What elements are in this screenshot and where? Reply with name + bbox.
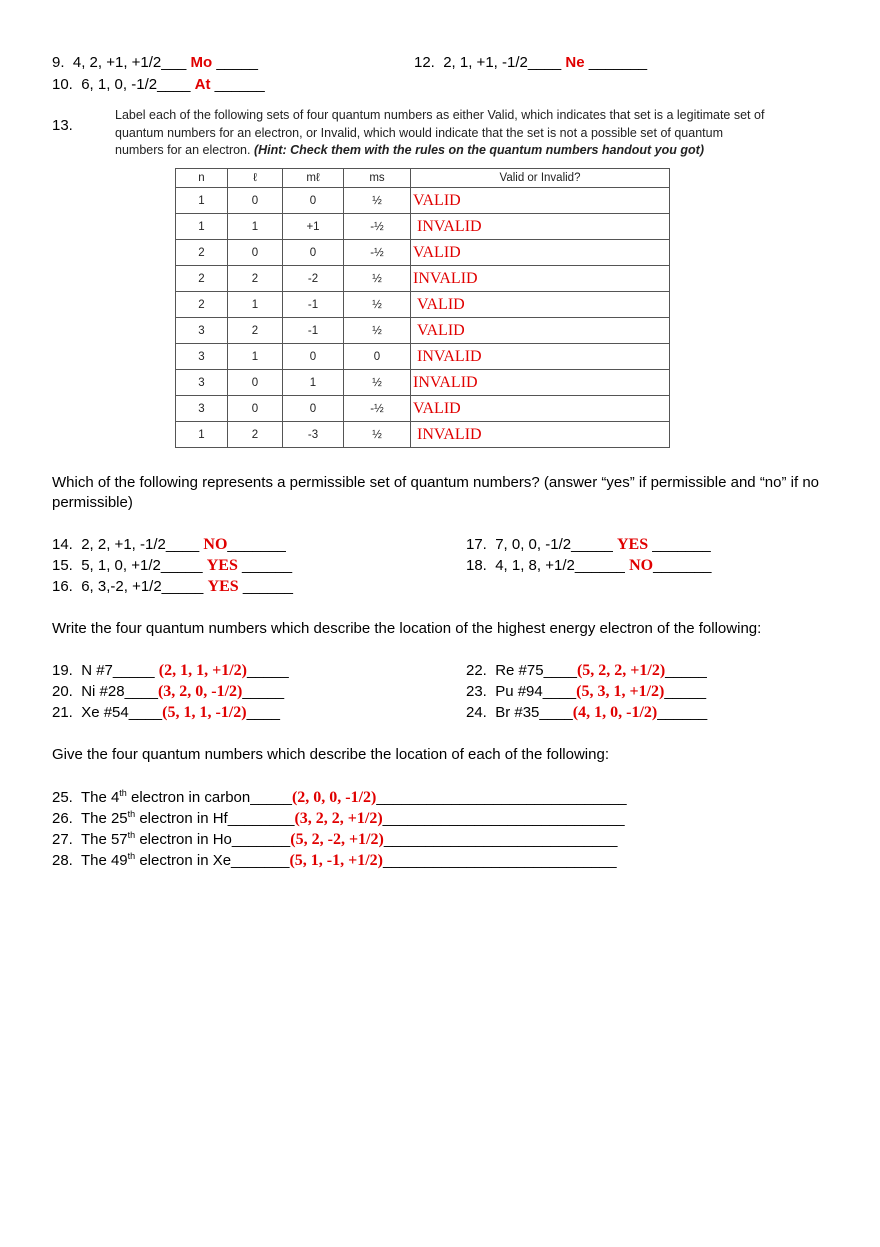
header-ml: mℓ: [283, 169, 344, 188]
header-valid: Valid or Invalid?: [411, 169, 670, 188]
quantum-numbers-table: [175, 168, 670, 448]
cell-l: 0: [228, 396, 283, 422]
question-set: Br #35____: [495, 704, 573, 721]
cell-ml: -1: [283, 318, 344, 344]
cell-l: 1: [228, 214, 283, 240]
question-number: 12.: [414, 54, 435, 71]
question-26: [52, 809, 625, 828]
question-number: 21.: [52, 704, 73, 721]
cell-ml: -2: [283, 266, 344, 292]
question-set: 7, 0, 0, -1/2_____: [495, 536, 613, 553]
answer-blank: _____: [664, 683, 707, 700]
answer: NO: [629, 557, 654, 574]
cell-n: 1: [176, 214, 228, 240]
question-set: 6, 3,-2, +1/2_____: [81, 578, 204, 595]
table-row: [176, 266, 670, 292]
cell-answer: VALID: [411, 292, 670, 318]
answer-blank: ____: [246, 704, 280, 721]
cell-ms: ½: [344, 188, 411, 214]
question-number: 15.: [52, 557, 73, 574]
answer-blank: _____: [247, 662, 289, 679]
cell-n: 2: [176, 292, 228, 318]
cell-ms: ½: [344, 266, 411, 292]
cell-l: 0: [228, 240, 283, 266]
question-set: 2, 2, +1, -1/2____: [81, 536, 200, 553]
cell-ml: 0: [283, 396, 344, 422]
question-text-pre: The 4: [80, 789, 120, 806]
question-24: [466, 704, 707, 722]
question-25: [52, 788, 627, 807]
answer: YES: [207, 578, 239, 595]
answer: (5, 2, -2, +1/2): [290, 831, 384, 848]
header-l: ℓ: [228, 169, 283, 188]
answer-blank: _____________________________: [382, 810, 625, 827]
cell-l: 2: [228, 318, 283, 344]
ordinal-suffix: th: [127, 851, 136, 861]
cell-ml: 0: [283, 344, 344, 370]
instruction-hint: (Hint: Check them with the rules on the quantum numbers handout you got): [253, 143, 704, 157]
answer: (5, 2, 2, +1/2): [576, 662, 666, 679]
answer-blank: ______: [242, 578, 293, 595]
table-row: [176, 396, 670, 422]
cell-n: 3: [176, 318, 228, 344]
question-15: [52, 557, 292, 575]
question-14: [52, 536, 286, 554]
question-21: [52, 704, 280, 722]
question-18: [466, 557, 711, 575]
table-row: [176, 214, 670, 240]
answer-blank: ____________________________: [383, 831, 618, 848]
question-number: 16.: [52, 578, 73, 595]
question-13-number: 13.: [52, 117, 73, 134]
answer: YES: [206, 557, 238, 574]
question-10: [52, 76, 265, 93]
question-set: 4, 1, 8, +1/2______: [495, 557, 625, 574]
question-28: [52, 851, 617, 870]
question-number: 25.: [52, 789, 73, 806]
question-number: 26.: [52, 810, 73, 827]
table-row: [176, 318, 670, 344]
cell-ms: -½: [344, 214, 411, 240]
cell-ml: -1: [283, 292, 344, 318]
answer: (5, 3, 1, +1/2): [576, 683, 665, 700]
question-number: 23.: [466, 683, 487, 700]
cell-ml: 0: [283, 188, 344, 214]
answer-blank: _____: [216, 54, 259, 71]
question-number: 27.: [52, 831, 73, 848]
cell-answer: INVALID: [411, 370, 670, 396]
ordinal-suffix: th: [127, 830, 136, 840]
question-20: [52, 683, 284, 701]
question-27: [52, 830, 617, 849]
answer-blank: ______: [214, 76, 265, 93]
answer: Mo: [190, 54, 213, 71]
question-text-post: electron in Hf________: [135, 810, 295, 827]
cell-answer: INVALID: [411, 344, 670, 370]
question-number: 24.: [466, 704, 487, 721]
answer-blank: ____________________________: [383, 852, 617, 869]
cell-n: 3: [176, 344, 228, 370]
question-number: 10.: [52, 76, 73, 93]
header-n: n: [176, 169, 228, 188]
question-12: [414, 54, 647, 71]
table-row: [176, 292, 670, 318]
question-text-pre: The 57: [80, 831, 128, 848]
table-header-row: [176, 169, 670, 188]
answer: (5, 1, 1, -1/2): [162, 704, 247, 721]
cell-answer: VALID: [411, 240, 670, 266]
question-number: 17.: [466, 536, 487, 553]
question-23: [466, 683, 706, 701]
cell-ml: +1: [283, 214, 344, 240]
answer: (3, 2, 2, +1/2): [294, 810, 383, 827]
cell-l: 2: [228, 422, 283, 448]
answer: (5, 1, -1, +1/2): [289, 852, 383, 869]
answer: YES: [616, 536, 649, 553]
question-number: 22.: [466, 662, 487, 679]
question-set: N #7_____: [81, 662, 155, 679]
cell-l: 0: [228, 370, 283, 396]
table-row: [176, 240, 670, 266]
cell-ms: ½: [344, 292, 411, 318]
answer-blank: ______________________________: [376, 789, 627, 806]
question-set: 2, 1, +1, -1/2____: [443, 54, 562, 71]
answer-blank: _____: [242, 683, 285, 700]
cell-n: 3: [176, 370, 228, 396]
cell-n: 2: [176, 266, 228, 292]
cell-answer: INVALID: [411, 266, 670, 292]
cell-ms: -½: [344, 240, 411, 266]
cell-n: 2: [176, 240, 228, 266]
question-set: 5, 1, 0, +1/2_____: [81, 557, 203, 574]
answer: (3, 2, 0, -1/2): [157, 683, 243, 700]
question-set: Xe #54____: [81, 704, 163, 721]
cell-n: 3: [176, 396, 228, 422]
question-set: Ni #28____: [81, 683, 158, 700]
question-number: 20.: [52, 683, 73, 700]
cell-ml: -3: [283, 422, 344, 448]
question-set: 4, 2, +1, +1/2___: [72, 54, 187, 71]
question-text-post: electron in carbon_____: [126, 789, 292, 806]
table-row: [176, 370, 670, 396]
cell-answer: VALID: [411, 188, 670, 214]
question-text-post: electron in Xe_______: [135, 852, 290, 869]
answer: (2, 0, 0, -1/2): [291, 789, 377, 806]
question-number: 18.: [466, 557, 487, 574]
question-text-pre: The 49: [80, 852, 128, 869]
cell-l: 1: [228, 292, 283, 318]
question-set: 6, 1, 0, -1/2____: [81, 76, 191, 93]
cell-ms: 0: [344, 344, 411, 370]
instruction-text: Label each of the following sets of four quantum numbers as either Valid, which indicates that set is a legitimate set of quantum numbers for an electron, or Invalid, which would indicate that the set is not a possible set of quantum numbers for an electron.: [115, 108, 765, 157]
cell-answer: INVALID: [411, 422, 670, 448]
cell-ms: ½: [344, 370, 411, 396]
cell-ml: 1: [283, 370, 344, 396]
answer: (2, 1, 1, +1/2): [158, 662, 247, 679]
ordinal-suffix: th: [127, 809, 136, 819]
cell-ms: -½: [344, 396, 411, 422]
cell-n: 1: [176, 422, 228, 448]
answer-blank: ______: [657, 704, 708, 721]
ordinal-suffix: th: [119, 788, 127, 798]
question-22: [466, 662, 707, 680]
cell-l: 1: [228, 344, 283, 370]
cell-answer: VALID: [411, 318, 670, 344]
question-number: 28.: [52, 852, 73, 869]
question-set: Re #75____: [495, 662, 577, 679]
answer: (4, 1, 0, -1/2): [572, 704, 658, 721]
answer-blank: ______: [242, 557, 293, 574]
cell-answer: INVALID: [411, 214, 670, 240]
header-ms: ms: [344, 169, 411, 188]
table-row: [176, 422, 670, 448]
question-16: [52, 578, 293, 596]
answer: Ne: [565, 54, 585, 71]
question-19: [52, 662, 289, 680]
cell-ml: 0: [283, 240, 344, 266]
question-number: 9.: [52, 54, 65, 71]
question-set: Pu #94____: [495, 683, 577, 700]
answer-blank: _______: [227, 536, 286, 553]
answer-blank: _______: [653, 557, 712, 574]
section-permissible-instructions: Which of the following represents a permissible set of quantum numbers? (answer “yes” if permissible and “no” if no permissible): [52, 474, 820, 511]
section-highest-instructions: Write the four quantum numbers which describe the location of the highest energy electron of the following:: [52, 620, 762, 637]
answer: At: [194, 76, 211, 93]
cell-l: 2: [228, 266, 283, 292]
question-13-instructions: [115, 107, 765, 160]
answer-blank: _______: [588, 54, 648, 71]
question-text-post: electron in Ho_______: [135, 831, 291, 848]
table-row: [176, 344, 670, 370]
question-17: [466, 536, 711, 554]
table-row: [176, 188, 670, 214]
answer-blank: _____: [665, 662, 707, 679]
question-number: 19.: [52, 662, 73, 679]
answer: NO: [203, 536, 228, 553]
cell-ms: ½: [344, 422, 411, 448]
question-9: [52, 54, 258, 71]
question-number: 14.: [52, 536, 73, 553]
cell-answer: VALID: [411, 396, 670, 422]
cell-l: 0: [228, 188, 283, 214]
cell-ms: ½: [344, 318, 411, 344]
section-give-instructions: Give the four quantum numbers which describe the location of each of the following:: [52, 746, 609, 763]
cell-n: 1: [176, 188, 228, 214]
question-text-pre: The 25: [80, 810, 128, 827]
answer-blank: _______: [652, 536, 711, 553]
